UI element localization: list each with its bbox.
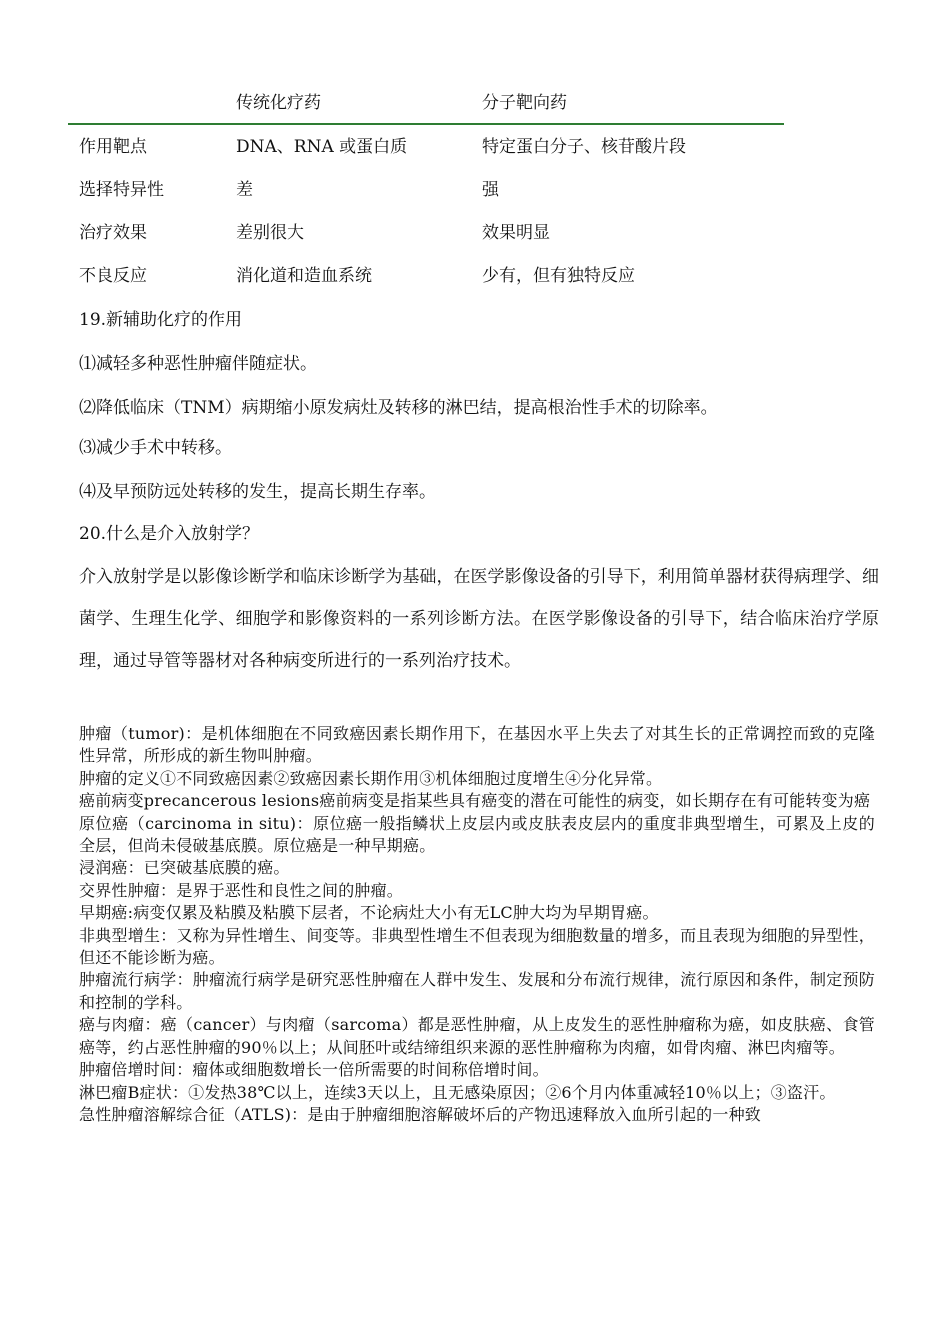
table-cell: 差别很大 — [236, 223, 304, 243]
section-19-item: ⑶减少手术中转移。 — [79, 438, 232, 458]
glossary-entry: 浸润癌：已突破基底膜的癌。 — [79, 858, 290, 878]
section-20-title: 20.什么是介入放射学？ — [79, 524, 260, 544]
table-cell: 效果明显 — [482, 223, 550, 243]
table-cell: 消化道和造血系统 — [236, 266, 372, 286]
table-row — [68, 254, 784, 297]
glossary-entry: 早期癌:病变仅累及粘膜及粘膜下层者，不论病灶大小有无LC肿大均为早期胃癌。 — [79, 903, 659, 923]
table-header-cell: 分子靶向药 — [482, 93, 567, 113]
section-19-title: 19.新辅助化疗的作用 — [79, 310, 243, 330]
table-cell: 选择特异性 — [79, 180, 164, 200]
section-19-item: ⑵降低临床（TNM）病期缩小原发病灶及转移的淋巴结，提高根治性手术的切除率。 — [79, 398, 718, 418]
glossary-entry: 淋巴瘤B症状：①发热38℃以上，连续3天以上，且无感染原因；②6个月内体重减轻10％以上；③盗汗。 — [79, 1082, 836, 1102]
glossary-entry: 肿瘤流行病学：肿瘤流行病学是研究恶性肿瘤在人群中发生、发展和分布流行规律，流行原因和条件，制定预防和控制的学科。 — [79, 970, 875, 1012]
table-cell: 差 — [236, 180, 253, 200]
glossary-entry: 交界性肿瘤：是界于恶性和良性之间的肿瘤。 — [79, 880, 404, 900]
table-header-row — [68, 84, 784, 125]
comparison-table — [68, 84, 784, 297]
glossary-entry: 肿瘤倍增时间：瘤体或细胞数增长一倍所需要的时间称倍增时间。 — [79, 1060, 549, 1080]
glossary-entry: 原位癌（carcinoma in situ)：原位癌一般指鳞状上皮层内或皮肤表皮层内的重度非典型增生，可累及上皮的全层，但尚未侵破基底膜。原位癌是一种早期癌。 — [79, 813, 875, 856]
table-header-cell: 传统化疗药 — [236, 93, 321, 113]
table-cell: 特定蛋白分子、核苷酸片段 — [482, 137, 686, 157]
table-row — [68, 211, 784, 254]
glossary-entry: 癌前病变precancerous lesions癌前病变是指某些具有癌变的潜在可能性的病变，如长期存在有可能转变为癌 — [79, 791, 871, 811]
glossary-entry: 癌与肉瘤：癌（cancer）与肉瘤（sarcoma）都是恶性肿瘤，从上皮发生的恶性肿瘤称为癌，如皮肤癌、食管癌等，约占恶性肿瘤的90％以上；从间胚叶或结缔组织来源的恶性肿瘤称为肉瘤，如骨肉瘤、淋巴肉瘤等。 — [79, 1015, 875, 1057]
table-cell: 不良反应 — [79, 266, 147, 286]
table-cell: 强 — [482, 180, 499, 200]
glossary-entry: 肿瘤的定义①不同致癌因素②致癌因素长期作用③机体细胞过度增生④分化异常。 — [79, 768, 663, 788]
section-19-item: ⑴减轻多种恶性肿瘤伴随症状。 — [79, 354, 317, 374]
table-cell: DNA、RNA 或蛋白质 — [236, 137, 408, 157]
table-cell: 作用靶点 — [79, 137, 147, 157]
glossary-entry: 肿瘤（tumor)：是机体细胞在不同致癌因素长期作用下，在基因水平上失去了对其生长的正常调控而致的克隆性异常，所形成的新生物叫肿瘤。 — [79, 724, 875, 766]
glossary — [79, 723, 875, 1126]
glossary-entry: 急性肿瘤溶解综合征（ATLS)：是由于肿瘤细胞溶解破坏后的产物迅速释放入血所引起的一种致 — [79, 1104, 761, 1124]
table-cell: 治疗效果 — [79, 223, 147, 243]
section-20-body: 介入放射学是以影像诊断学和临床诊断学为基础，在医学影像设备的引导下，利用简单器材获得病理学、细菌学、生理生化学、细胞学和影像资料的一系列诊断方法。在医学影像设备的引导下，结合临床治疗学原理，通过导管等器材对各种病变所进行的一系列治疗技术。 — [79, 567, 879, 671]
section-19-item: ⑷及早预防远处转移的发生，提高长期生存率。 — [79, 482, 436, 502]
table-cell: 少有，但有独特反应 — [482, 266, 635, 286]
table-row — [68, 168, 784, 211]
table-row — [68, 125, 784, 168]
glossary-entry: 非典型增生：又称为异性增生、间变等。非典型性增生不但表现为细胞数量的增多，而且表现为细胞的异型性，但还不能诊断为癌。 — [79, 925, 875, 968]
